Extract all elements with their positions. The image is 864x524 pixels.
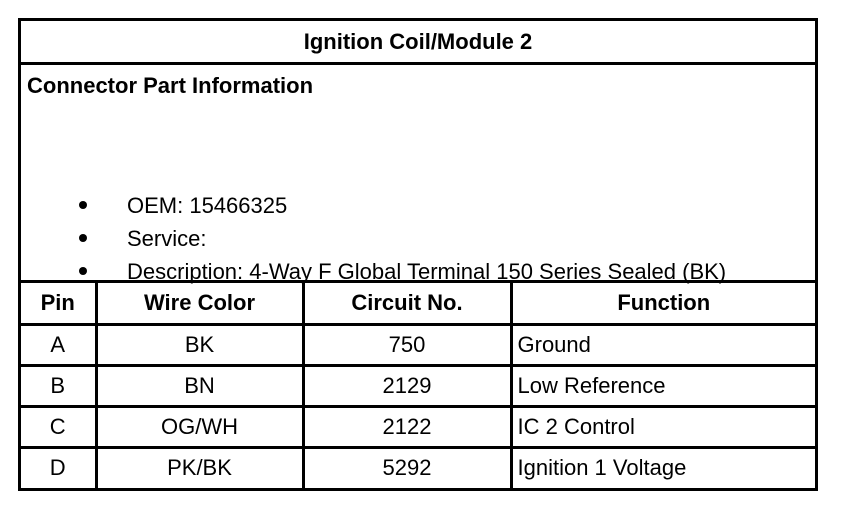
circuit-no-cell: 2122 bbox=[303, 406, 511, 447]
bullet-icon bbox=[79, 267, 87, 275]
list-item bbox=[21, 189, 726, 222]
pin-cell: A bbox=[21, 324, 96, 365]
pin-cell: B bbox=[21, 365, 96, 406]
function-cell: Low Reference bbox=[511, 365, 815, 406]
connector-info-heading: Connector Part Information bbox=[27, 73, 314, 98]
table-row bbox=[21, 365, 815, 406]
connector-info-list bbox=[21, 189, 726, 288]
function-cell: Ground bbox=[511, 324, 815, 365]
circuit-no-cell: 750 bbox=[303, 324, 511, 365]
function-cell: IC 2 Control bbox=[511, 406, 815, 447]
column-header-pin: Pin bbox=[21, 283, 96, 324]
pin-cell: C bbox=[21, 406, 96, 447]
bullet-icon bbox=[79, 234, 87, 242]
circuit-no-cell: 2129 bbox=[303, 365, 511, 406]
oem-text: OEM: 15466325 bbox=[127, 193, 288, 218]
table-row bbox=[21, 447, 815, 488]
column-header-function: Function bbox=[511, 283, 815, 324]
table-row bbox=[21, 324, 815, 365]
circuit-no-cell: 5292 bbox=[303, 447, 511, 488]
connector-table bbox=[18, 18, 818, 491]
table-row bbox=[21, 406, 815, 447]
table-title: Ignition Coil/Module 2 bbox=[21, 21, 815, 65]
list-item bbox=[21, 222, 726, 255]
column-header-circuit-no: Circuit No. bbox=[303, 283, 511, 324]
service-text: Service: bbox=[127, 226, 207, 251]
description-text: Description: 4-Way F Global Terminal 150 Series Sealed (BK) bbox=[127, 259, 727, 284]
pin-cell: D bbox=[21, 447, 96, 488]
list-item bbox=[21, 255, 726, 288]
wire-color-cell: OG/WH bbox=[96, 406, 303, 447]
wire-color-cell: BK bbox=[96, 324, 303, 365]
connector-part-information bbox=[21, 65, 815, 283]
function-cell: Ignition 1 Voltage bbox=[511, 447, 815, 488]
wire-color-cell: PK/BK bbox=[96, 447, 303, 488]
bullet-icon bbox=[79, 201, 87, 209]
header-row bbox=[21, 283, 815, 324]
wire-color-cell: BN bbox=[96, 365, 303, 406]
pinout-table bbox=[21, 283, 815, 488]
column-header-wire-color: Wire Color bbox=[96, 283, 303, 324]
